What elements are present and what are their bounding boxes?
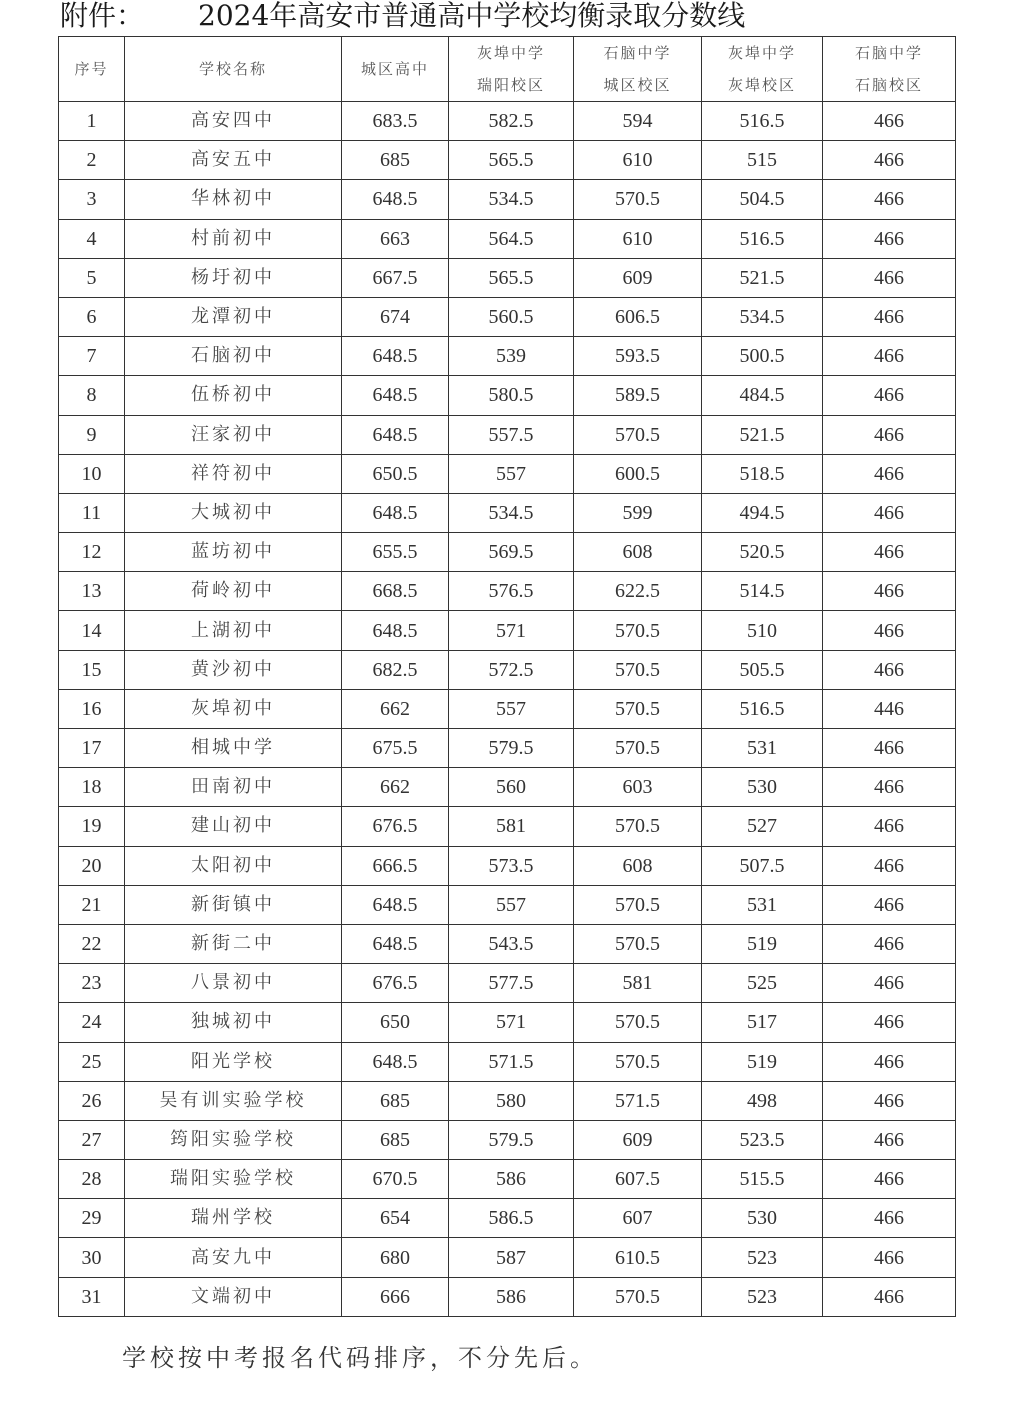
cell-index: 22: [59, 924, 125, 963]
cell-huibu-huibu: 530: [702, 768, 823, 807]
cell-huibu-huibu: 531: [702, 885, 823, 924]
header-line-1: 石脑中学: [854, 44, 923, 62]
cell-index: 6: [59, 297, 125, 336]
cell-city-high: 675.5: [342, 729, 449, 768]
cell-shinao-city: 610: [574, 219, 702, 258]
cell-shinao-shinao: 466: [823, 1120, 956, 1159]
cell-index: 9: [59, 415, 125, 454]
table-row: [59, 611, 956, 650]
cell-huibu-ruiyang: 543.5: [449, 924, 574, 963]
cell-index: 12: [59, 533, 125, 572]
cell-school-name: 建山初中: [125, 807, 342, 846]
cell-city-high: 685: [342, 1081, 449, 1120]
cell-huibu-huibu: 527: [702, 807, 823, 846]
cell-shinao-shinao: 466: [823, 807, 956, 846]
cell-city-high: 662: [342, 689, 449, 728]
cell-index: 5: [59, 258, 125, 297]
cell-school-name: 新街镇中: [125, 885, 342, 924]
cell-shinao-city: 607.5: [574, 1160, 702, 1199]
cell-shinao-shinao: 466: [823, 611, 956, 650]
cell-huibu-huibu: 500.5: [702, 337, 823, 376]
table-row: [59, 729, 956, 768]
cell-index: 4: [59, 219, 125, 258]
cell-school-name: 伍桥初中: [125, 376, 342, 415]
cell-shinao-city: 610: [574, 141, 702, 180]
cell-huibu-ruiyang: 586: [449, 1160, 574, 1199]
cell-huibu-ruiyang: 557.5: [449, 415, 574, 454]
cell-shinao-shinao: 466: [823, 885, 956, 924]
cell-shinao-city: 622.5: [574, 572, 702, 611]
cell-huibu-ruiyang: 539: [449, 337, 574, 376]
cell-shinao-shinao: 466: [823, 650, 956, 689]
header-line-2: 灰埠校区: [727, 76, 796, 94]
cell-shinao-city: 609: [574, 258, 702, 297]
cell-huibu-huibu: 498: [702, 1081, 823, 1120]
cell-huibu-ruiyang: 577.5: [449, 964, 574, 1003]
cell-shinao-city: 593.5: [574, 337, 702, 376]
cell-city-high: 655.5: [342, 533, 449, 572]
header-index: [59, 37, 125, 102]
cell-shinao-city: 570.5: [574, 650, 702, 689]
cell-shinao-shinao: 466: [823, 768, 956, 807]
table-row: [59, 1042, 956, 1081]
title-text: 2024年高安市普通高中学校均衡录取分数线: [198, 0, 746, 32]
cell-shinao-city: 570.5: [574, 689, 702, 728]
table-row: [59, 141, 956, 180]
cell-huibu-ruiyang: 557: [449, 885, 574, 924]
table-row: [59, 964, 956, 1003]
cell-city-high: 648.5: [342, 180, 449, 219]
table-row: [59, 689, 956, 728]
table-row: [59, 102, 956, 141]
cell-shinao-city: 570.5: [574, 924, 702, 963]
cell-school-name: 华林初中: [125, 180, 342, 219]
cell-index: 30: [59, 1238, 125, 1277]
cell-index: 10: [59, 454, 125, 493]
cell-index: 27: [59, 1120, 125, 1159]
table-row: [59, 924, 956, 963]
cell-huibu-ruiyang: 569.5: [449, 533, 574, 572]
cell-city-high: 648.5: [342, 924, 449, 963]
cell-shinao-shinao: 466: [823, 533, 956, 572]
cell-huibu-huibu: 534.5: [702, 297, 823, 336]
cell-shinao-city: 594: [574, 102, 702, 141]
table-row: [59, 219, 956, 258]
cell-school-name: 荷岭初中: [125, 572, 342, 611]
cell-huibu-huibu: 520.5: [702, 533, 823, 572]
cell-school-name: 上湖初中: [125, 611, 342, 650]
cell-huibu-ruiyang: 534.5: [449, 493, 574, 532]
cell-index: 24: [59, 1003, 125, 1042]
cell-index: 2: [59, 141, 125, 180]
table-row: [59, 1081, 956, 1120]
cell-city-high: 667.5: [342, 258, 449, 297]
cell-shinao-shinao: 466: [823, 729, 956, 768]
cell-shinao-shinao: 466: [823, 1199, 956, 1238]
cell-shinao-city: 607: [574, 1199, 702, 1238]
cell-shinao-city: 570.5: [574, 729, 702, 768]
cell-city-high: 666.5: [342, 846, 449, 885]
table-row: [59, 1003, 956, 1042]
cell-city-high: 676.5: [342, 964, 449, 1003]
cell-huibu-huibu: 531: [702, 729, 823, 768]
cell-huibu-ruiyang: 560.5: [449, 297, 574, 336]
cell-shinao-city: 609: [574, 1120, 702, 1159]
cell-huibu-ruiyang: 587: [449, 1238, 574, 1277]
cell-huibu-huibu: 510: [702, 611, 823, 650]
cell-index: 16: [59, 689, 125, 728]
header-line-2: 瑞阳校区: [476, 76, 545, 94]
cell-huibu-huibu: 530: [702, 1199, 823, 1238]
cell-huibu-huibu: 505.5: [702, 650, 823, 689]
table-row: [59, 846, 956, 885]
cell-huibu-ruiyang: 580.5: [449, 376, 574, 415]
cell-city-high: 682.5: [342, 650, 449, 689]
header-line-1: 灰埠中学: [727, 44, 796, 62]
header-line-2: 城区校区: [603, 76, 672, 94]
cell-huibu-ruiyang: 571: [449, 611, 574, 650]
cell-huibu-ruiyang: 582.5: [449, 102, 574, 141]
cell-huibu-huibu: 521.5: [702, 258, 823, 297]
cell-city-high: 683.5: [342, 102, 449, 141]
cell-huibu-huibu: 484.5: [702, 376, 823, 415]
cell-shinao-city: 589.5: [574, 376, 702, 415]
cell-city-high: 648.5: [342, 1042, 449, 1081]
cell-huibu-huibu: 519: [702, 924, 823, 963]
admission-score-table: [58, 36, 956, 1317]
cell-huibu-huibu: 523: [702, 1238, 823, 1277]
cell-city-high: 648.5: [342, 885, 449, 924]
cell-shinao-city: 581: [574, 964, 702, 1003]
cell-shinao-city: 570.5: [574, 415, 702, 454]
cell-huibu-huibu: 515.5: [702, 1160, 823, 1199]
header-shinao-city: [574, 37, 702, 102]
footnote: 学校按中考报名代码排序，不分先后。: [122, 1344, 598, 1372]
table-header-row: [59, 37, 956, 102]
cell-city-high: 685: [342, 1120, 449, 1159]
cell-shinao-shinao: 466: [823, 493, 956, 532]
cell-shinao-shinao: 466: [823, 415, 956, 454]
cell-shinao-city: 570.5: [574, 180, 702, 219]
cell-huibu-ruiyang: 557: [449, 454, 574, 493]
cell-school-name: 瑞州学校: [125, 1199, 342, 1238]
cell-huibu-huibu: 507.5: [702, 846, 823, 885]
cell-shinao-city: 570.5: [574, 885, 702, 924]
cell-shinao-shinao: 466: [823, 1081, 956, 1120]
title-prefix: 附件：: [60, 0, 145, 32]
cell-city-high: 650: [342, 1003, 449, 1042]
cell-huibu-ruiyang: 576.5: [449, 572, 574, 611]
table-row: [59, 1199, 956, 1238]
table-row: [59, 376, 956, 415]
cell-huibu-ruiyang: 586: [449, 1277, 574, 1316]
cell-school-name: 相城中学: [125, 729, 342, 768]
cell-shinao-shinao: 466: [823, 1277, 956, 1316]
cell-school-name: 大城初中: [125, 493, 342, 532]
header-huibu-ruiyang: [449, 37, 574, 102]
table-row: [59, 1277, 956, 1316]
cell-city-high: 648.5: [342, 611, 449, 650]
cell-huibu-huibu: 521.5: [702, 415, 823, 454]
table-row: [59, 1120, 956, 1159]
cell-city-high: 670.5: [342, 1160, 449, 1199]
cell-shinao-shinao: 466: [823, 1238, 956, 1277]
cell-huibu-ruiyang: 557: [449, 689, 574, 728]
cell-school-name: 高安四中: [125, 102, 342, 141]
cell-huibu-huibu: 525: [702, 964, 823, 1003]
cell-school-name: 八景初中: [125, 964, 342, 1003]
cell-city-high: 676.5: [342, 807, 449, 846]
cell-huibu-huibu: 518.5: [702, 454, 823, 493]
cell-huibu-ruiyang: 534.5: [449, 180, 574, 219]
cell-huibu-huibu: 523.5: [702, 1120, 823, 1159]
cell-huibu-huibu: 516.5: [702, 219, 823, 258]
cell-school-name: 黄沙初中: [125, 650, 342, 689]
table-row: [59, 493, 956, 532]
cell-index: 7: [59, 337, 125, 376]
table-row: [59, 180, 956, 219]
cell-shinao-city: 570.5: [574, 1003, 702, 1042]
cell-index: 25: [59, 1042, 125, 1081]
cell-school-name: 高安五中: [125, 141, 342, 180]
cell-school-name: 阳光学校: [125, 1042, 342, 1081]
cell-shinao-shinao: 466: [823, 376, 956, 415]
table-row: [59, 807, 956, 846]
cell-index: 15: [59, 650, 125, 689]
cell-school-name: 汪家初中: [125, 415, 342, 454]
cell-huibu-ruiyang: 579.5: [449, 1120, 574, 1159]
cell-city-high: 654: [342, 1199, 449, 1238]
cell-index: 18: [59, 768, 125, 807]
cell-city-high: 666: [342, 1277, 449, 1316]
cell-huibu-huibu: 516.5: [702, 689, 823, 728]
cell-school-name: 独城初中: [125, 1003, 342, 1042]
cell-shinao-city: 610.5: [574, 1238, 702, 1277]
cell-huibu-huibu: 515: [702, 141, 823, 180]
table-row: [59, 1238, 956, 1277]
header-shinao-shinao: [823, 37, 956, 102]
cell-school-name: 龙潭初中: [125, 297, 342, 336]
cell-shinao-city: 608: [574, 533, 702, 572]
cell-shinao-city: 570.5: [574, 1277, 702, 1316]
cell-huibu-ruiyang: 571: [449, 1003, 574, 1042]
cell-huibu-huibu: 514.5: [702, 572, 823, 611]
cell-school-name: 灰埠初中: [125, 689, 342, 728]
cell-index: 17: [59, 729, 125, 768]
cell-huibu-ruiyang: 564.5: [449, 219, 574, 258]
cell-huibu-ruiyang: 565.5: [449, 258, 574, 297]
cell-huibu-huibu: 523: [702, 1277, 823, 1316]
table-row: [59, 337, 956, 376]
cell-shinao-shinao: 466: [823, 572, 956, 611]
cell-huibu-ruiyang: 565.5: [449, 141, 574, 180]
cell-school-name: 祥符初中: [125, 454, 342, 493]
cell-index: 13: [59, 572, 125, 611]
cell-shinao-city: 570.5: [574, 611, 702, 650]
cell-city-high: 685: [342, 141, 449, 180]
cell-huibu-huibu: 504.5: [702, 180, 823, 219]
cell-huibu-ruiyang: 581: [449, 807, 574, 846]
table-row: [59, 533, 956, 572]
header-line-1: 灰埠中学: [476, 44, 545, 62]
cell-shinao-city: 608: [574, 846, 702, 885]
cell-shinao-shinao: 466: [823, 924, 956, 963]
table-body: [59, 102, 956, 1317]
cell-school-name: 石脑初中: [125, 337, 342, 376]
table-row: [59, 650, 956, 689]
cell-huibu-ruiyang: 579.5: [449, 729, 574, 768]
cell-index: 31: [59, 1277, 125, 1316]
header-line-2: 石脑校区: [854, 76, 923, 94]
cell-city-high: 650.5: [342, 454, 449, 493]
cell-school-name: 高安九中: [125, 1238, 342, 1277]
cell-school-name: 太阳初中: [125, 846, 342, 885]
cell-shinao-city: 600.5: [574, 454, 702, 493]
cell-shinao-shinao: 466: [823, 964, 956, 1003]
cell-shinao-shinao: 466: [823, 1042, 956, 1081]
cell-index: 3: [59, 180, 125, 219]
table-row: [59, 297, 956, 336]
header-city-high: [342, 37, 449, 102]
cell-shinao-shinao: 466: [823, 219, 956, 258]
cell-school-name: 吴有训实验学校: [125, 1081, 342, 1120]
cell-shinao-shinao: 466: [823, 297, 956, 336]
header-line-1: 序号: [74, 60, 109, 78]
cell-school-name: 新街二中: [125, 924, 342, 963]
cell-school-name: 瑞阳实验学校: [125, 1160, 342, 1199]
cell-city-high: 674: [342, 297, 449, 336]
cell-shinao-shinao: 466: [823, 1160, 956, 1199]
table-row: [59, 885, 956, 924]
table-row: [59, 768, 956, 807]
cell-huibu-huibu: 516.5: [702, 102, 823, 141]
cell-shinao-city: 571.5: [574, 1081, 702, 1120]
cell-school-name: 文端初中: [125, 1277, 342, 1316]
cell-shinao-shinao: 446: [823, 689, 956, 728]
cell-shinao-shinao: 466: [823, 454, 956, 493]
cell-huibu-ruiyang: 580: [449, 1081, 574, 1120]
cell-huibu-ruiyang: 572.5: [449, 650, 574, 689]
cell-shinao-shinao: 466: [823, 337, 956, 376]
cell-city-high: 648.5: [342, 376, 449, 415]
cell-city-high: 648.5: [342, 415, 449, 454]
cell-huibu-huibu: 517: [702, 1003, 823, 1042]
cell-index: 19: [59, 807, 125, 846]
cell-index: 21: [59, 885, 125, 924]
document-title: [60, 0, 745, 36]
table-row: [59, 1160, 956, 1199]
cell-huibu-ruiyang: 571.5: [449, 1042, 574, 1081]
cell-shinao-shinao: 466: [823, 258, 956, 297]
cell-shinao-shinao: 466: [823, 102, 956, 141]
cell-index: 29: [59, 1199, 125, 1238]
cell-school-name: 田南初中: [125, 768, 342, 807]
cell-city-high: 662: [342, 768, 449, 807]
cell-index: 26: [59, 1081, 125, 1120]
header-school-name: [125, 37, 342, 102]
cell-index: 20: [59, 846, 125, 885]
cell-huibu-ruiyang: 573.5: [449, 846, 574, 885]
cell-index: 28: [59, 1160, 125, 1199]
cell-city-high: 680: [342, 1238, 449, 1277]
cell-huibu-huibu: 494.5: [702, 493, 823, 532]
cell-city-high: 648.5: [342, 337, 449, 376]
cell-huibu-huibu: 519: [702, 1042, 823, 1081]
cell-shinao-shinao: 466: [823, 846, 956, 885]
table-row: [59, 415, 956, 454]
cell-shinao-shinao: 466: [823, 1003, 956, 1042]
cell-school-name: 杨圩初中: [125, 258, 342, 297]
cell-index: 14: [59, 611, 125, 650]
header-line-1: 石脑中学: [603, 44, 672, 62]
cell-index: 8: [59, 376, 125, 415]
header-line-1: 学校名称: [198, 60, 267, 78]
cell-index: 23: [59, 964, 125, 1003]
cell-shinao-city: 570.5: [574, 1042, 702, 1081]
cell-index: 1: [59, 102, 125, 141]
cell-school-name: 筠阳实验学校: [125, 1120, 342, 1159]
header-line-1: 城区高中: [360, 60, 429, 78]
table-row: [59, 258, 956, 297]
cell-city-high: 663: [342, 219, 449, 258]
cell-huibu-ruiyang: 586.5: [449, 1199, 574, 1238]
cell-shinao-city: 606.5: [574, 297, 702, 336]
table-row: [59, 572, 956, 611]
table-row: [59, 454, 956, 493]
cell-huibu-ruiyang: 560: [449, 768, 574, 807]
cell-shinao-shinao: 466: [823, 141, 956, 180]
cell-shinao-shinao: 466: [823, 180, 956, 219]
cell-city-high: 648.5: [342, 493, 449, 532]
cell-school-name: 蓝坊初中: [125, 533, 342, 572]
cell-shinao-city: 603: [574, 768, 702, 807]
cell-index: 11: [59, 493, 125, 532]
cell-shinao-city: 570.5: [574, 807, 702, 846]
header-huibu-huibu: [702, 37, 823, 102]
cell-shinao-city: 599: [574, 493, 702, 532]
cell-school-name: 村前初中: [125, 219, 342, 258]
cell-city-high: 668.5: [342, 572, 449, 611]
